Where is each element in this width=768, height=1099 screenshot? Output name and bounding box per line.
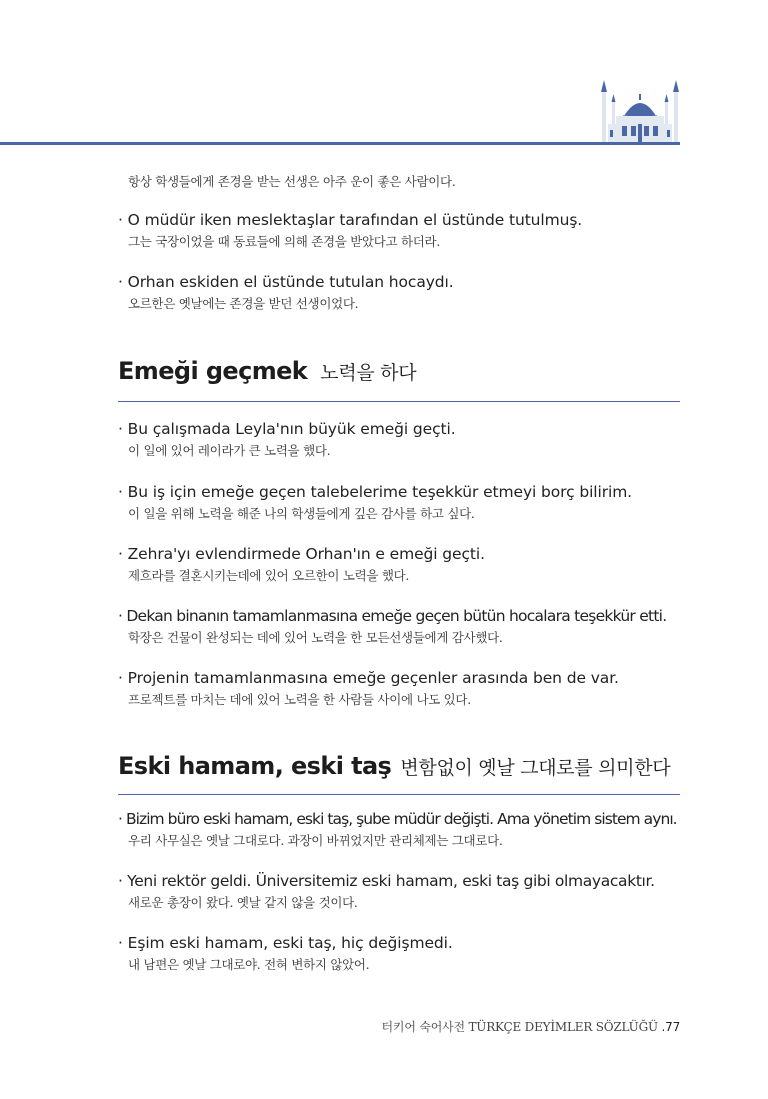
- example-turkish: · O müdür iken meslektaşlar tarafından el üstünde tutulmuş.: [118, 211, 582, 229]
- section-divider: [118, 401, 680, 402]
- example-turkish: · Projenin tamamlanmasına emeğe geçenler arasında ben de var.: [118, 669, 619, 687]
- footer-book-title: 터키어 숙어사전 TÜRKÇE DEYİMLER SÖZLÜĞÜ: [381, 1020, 658, 1034]
- example-turkish: · Yeni rektör geldi. Üniversitemiz eski hamam, eski taş gibi olmayacaktır.: [118, 872, 655, 890]
- header-rule: [0, 142, 680, 145]
- example-turkish: · Bu çalışmada Leyla'nın büyük emeği geçti.: [118, 420, 456, 438]
- example-turkish: · Zehra'yı evlendirmede Orhan'ın e emeği geçti.: [118, 545, 485, 563]
- example-korean: 프로젝트를 마치는 데에 있어 노력을 한 사람들 사이에 나도 있다.: [128, 692, 471, 707]
- example-turkish: · Orhan eskiden el üstünde tutulan hocaydı.: [118, 273, 454, 291]
- idiom-title-korean: 변함없이 옛날 그대로를 의미한다: [400, 757, 671, 779]
- idiom-heading: [118, 357, 416, 385]
- intro-line: [118, 169, 455, 190]
- example-item: [118, 420, 456, 459]
- example-turkish: · Eşim eski hamam, eski taş, hiç değişmedi.: [118, 934, 453, 952]
- example-korean: 오르한은 옛날에는 존경을 받던 선생이었다.: [128, 296, 359, 311]
- example-item: [118, 934, 453, 973]
- example-item: [118, 872, 655, 911]
- idiom-title-turkish: Eski hamam, eski taş: [118, 752, 392, 780]
- example-item: [118, 810, 677, 849]
- example-item: [118, 273, 454, 312]
- page-footer: [382, 1018, 680, 1035]
- example-item: [118, 211, 582, 250]
- example-korean: 그는 국장이었을 때 동료들에 의해 존경을 받았다고 하더라.: [128, 234, 440, 249]
- section-divider: [118, 794, 680, 795]
- example-turkish: · Dekan binanın tamamlanmasına emeğe geçen bütün hocalara teşekkür etti.: [118, 607, 666, 625]
- example-korean: 학장은 건물이 완성되는 데에 있어 노력을 한 모든선생들에게 감사했다.: [128, 630, 503, 645]
- example-korean: 우리 사무실은 옛날 그대로다. 과장이 바뀌었지만 관리체제는 그대로다.: [128, 833, 503, 848]
- example-korean: 이 일을 위해 노력을 해준 나의 학생들에게 깊은 감사를 하고 싶다.: [128, 506, 475, 521]
- example-korean: 내 남편은 옛날 그대로야. 전혀 변하지 않았어.: [128, 957, 370, 972]
- idiom-title-korean: 노력을 하다: [320, 362, 417, 384]
- example-korean: 새로운 총장이 왔다. 옛날 같지 않을 것이다.: [128, 895, 358, 910]
- mosque-icon: [598, 76, 682, 144]
- example-item: [118, 607, 666, 646]
- example-item: [118, 669, 619, 708]
- idiom-heading: [118, 752, 670, 780]
- intro-korean: 항상 학생들에게 존경을 받는 선생은 아주 운이 좋은 사람이다.: [128, 174, 456, 189]
- example-item: [118, 545, 485, 584]
- page-number: .77: [661, 1020, 680, 1034]
- example-item: [118, 483, 632, 522]
- example-korean: 제흐라를 결혼시키는데에 있어 오르한이 노력을 했다.: [128, 568, 410, 583]
- example-korean: 이 일에 있어 레이라가 큰 노력을 했다.: [128, 443, 331, 458]
- example-turkish: · Bu iş için emeğe geçen talebelerime teşekkür etmeyi borç bilirim.: [118, 483, 632, 501]
- idiom-title-turkish: Emeği geçmek: [118, 357, 308, 385]
- example-turkish: · Bizim büro eski hamam, eski taş, şube müdür değişti. Ama yönetim sistem aynı.: [118, 810, 677, 828]
